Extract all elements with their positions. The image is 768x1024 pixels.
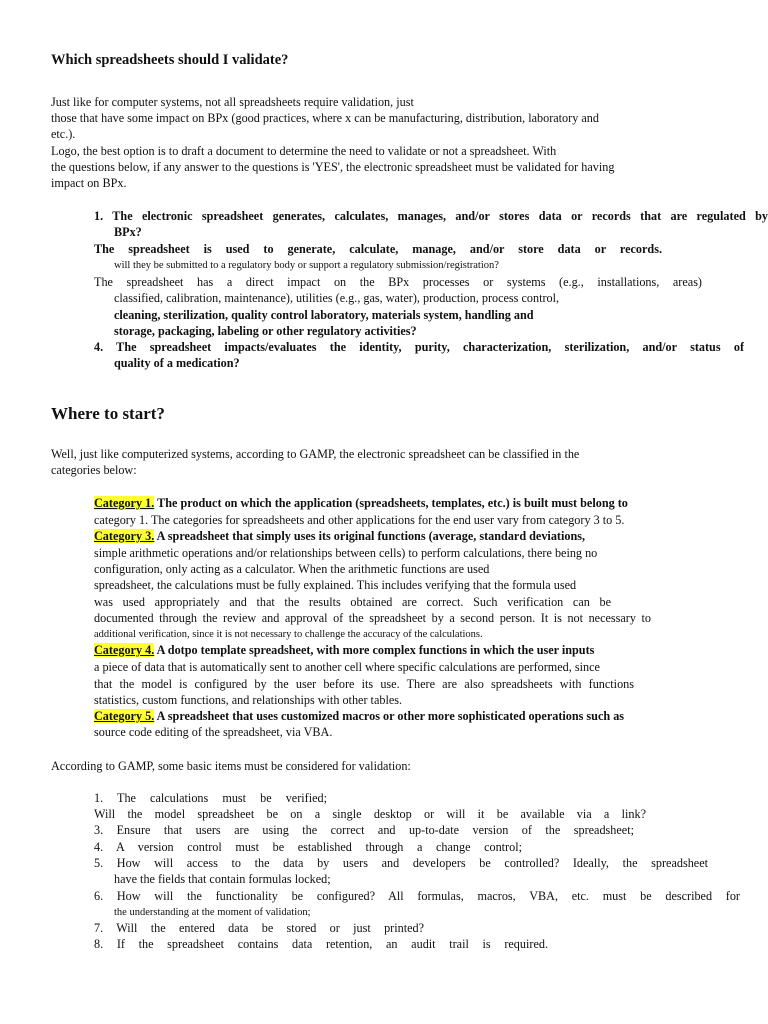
- question-item: The spreadsheet is used to generate, calculate, manage, and/or store data or records.: [94, 242, 662, 256]
- list-item-cont: the understanding at the moment of validation;: [114, 907, 311, 918]
- category-1-line: [94, 496, 628, 511]
- section-heading: Which spreadsheets should I validate?: [51, 52, 289, 68]
- list-item: 6. How will the functionality be configured? All formulas, macros, VBA, etc. must be described for: [94, 889, 740, 903]
- paragraph-line: those that have some impact on BPx (good practices, where x can be manufacturing, distribution, laboratory and: [51, 111, 599, 125]
- category-4-line: [94, 643, 594, 658]
- paragraph-line: categories below:: [51, 463, 137, 477]
- question-item-cont: classified, calibration, maintenance), utilities (e.g., gas, water), production, process control,: [114, 291, 560, 305]
- category-4-title: A dotpo template spreadsheet, with more complex functions in which the user inputs: [154, 643, 595, 657]
- list-item: 7. Will the entered data be stored or just printed?: [94, 921, 424, 935]
- question-item-cont: will they be submitted to a regulatory body or support a regulatory submission/registration?: [114, 260, 499, 271]
- category-3-label: Category 3.: [94, 529, 155, 543]
- list-item-cont: have the fields that contain formulas locked;: [114, 872, 331, 886]
- list-item: 1. The calculations must be verified;: [94, 791, 327, 805]
- paragraph-line: Well, just like computerized systems, according to GAMP, the electronic spreadsheet can be classified in the: [51, 447, 580, 461]
- category-line: additional verification, since it is not necessary to challenge the accuracy of the calculations.: [94, 629, 483, 640]
- category-line: documented through the review and approval of the spreadsheet by a second person. It is not necessary to: [94, 611, 651, 625]
- category-5-label: Category 5.: [94, 709, 155, 723]
- paragraph-line: impact on BPx.: [51, 176, 127, 190]
- category-line: was used appropriately and that the results obtained are correct. Such verification can be: [94, 595, 611, 609]
- list-item: 5. How will access to the data by users and developers be controlled? Ideally, the spreadsheet: [94, 856, 708, 870]
- section-heading: Where to start?: [51, 404, 165, 423]
- paragraph-line: Just like for computer systems, not all spreadsheets require validation, just: [51, 95, 414, 109]
- category-line: simple arithmetic operations and/or relationships between cells) to perform calculations, there being no: [94, 546, 598, 560]
- question-item-cont: BPx?: [114, 225, 142, 239]
- category-line: statistics, custom functions, and relationships with other tables.: [94, 693, 403, 707]
- list-item: 4. A version control must be established through a change control;: [94, 840, 522, 854]
- question-item-cont: cleaning, sterilization, quality control laboratory, materials system, handling and: [114, 308, 534, 322]
- category-line: configuration, only acting as a calculator. When the arithmetic functions are used: [94, 562, 490, 576]
- paragraph-line: etc.).: [51, 127, 76, 141]
- question-item: The spreadsheet has a direct impact on the BPx processes or systems (e.g., installations, areas): [94, 275, 702, 289]
- question-item-cont: storage, packaging, labeling or other regulatory activities?: [114, 324, 417, 338]
- question-item: 1. The electronic spreadsheet generates, calculates, manages, and/or stores data or records that are regulated by: [94, 209, 768, 223]
- paragraph-line: the questions below, if any answer to the questions is 'YES', the electronic spreadsheet must be validated for having: [51, 160, 615, 174]
- question-item: 4. The spreadsheet impacts/evaluates the identity, purity, characterization, sterilization, and/or status of: [94, 340, 744, 354]
- category-line: source code editing of the spreadsheet, via VBA.: [94, 725, 333, 739]
- list-item: 3. Ensure that users are using the correct and up-to-date version of the spreadsheet;: [94, 823, 634, 837]
- category-line: a piece of data that is automatically sent to another cell where specific calculations are performed, since: [94, 660, 600, 674]
- paragraph-line: According to GAMP, some basic items must be considered for validation:: [51, 759, 411, 773]
- category-5-line: [94, 709, 624, 724]
- category-line: spreadsheet, the calculations must be fully explained. This includes verifying that the formula used: [94, 578, 577, 592]
- paragraph-line: Logo, the best option is to draft a document to determine the need to validate or not a spreadsheet. With: [51, 144, 557, 158]
- category-3-title: A spreadsheet that simply uses its original functions (average, standard deviations,: [154, 529, 586, 543]
- list-item: Will the model spreadsheet be on a single desktop or will it be available via a link?: [94, 807, 646, 821]
- category-3-line: [94, 529, 585, 544]
- list-item: 8. If the spreadsheet contains data retention, an audit trail is required.: [94, 937, 548, 951]
- category-line: that the model is configured by the user before its use. There are also spreadsheets with functions: [94, 677, 634, 691]
- category-1-title: The product on which the application (spreadsheets, templates, etc.) is built must belong to: [154, 496, 628, 510]
- category-1-label: Category 1.: [94, 496, 155, 510]
- category-5-title: A spreadsheet that uses customized macros or other more sophisticated operations such as: [154, 709, 625, 723]
- question-item-cont: quality of a medication?: [114, 356, 240, 370]
- category-line: category 1. The categories for spreadsheets and other applications for the end user vary from category 3 to 5.: [94, 513, 625, 527]
- category-4-label: Category 4.: [94, 643, 155, 657]
